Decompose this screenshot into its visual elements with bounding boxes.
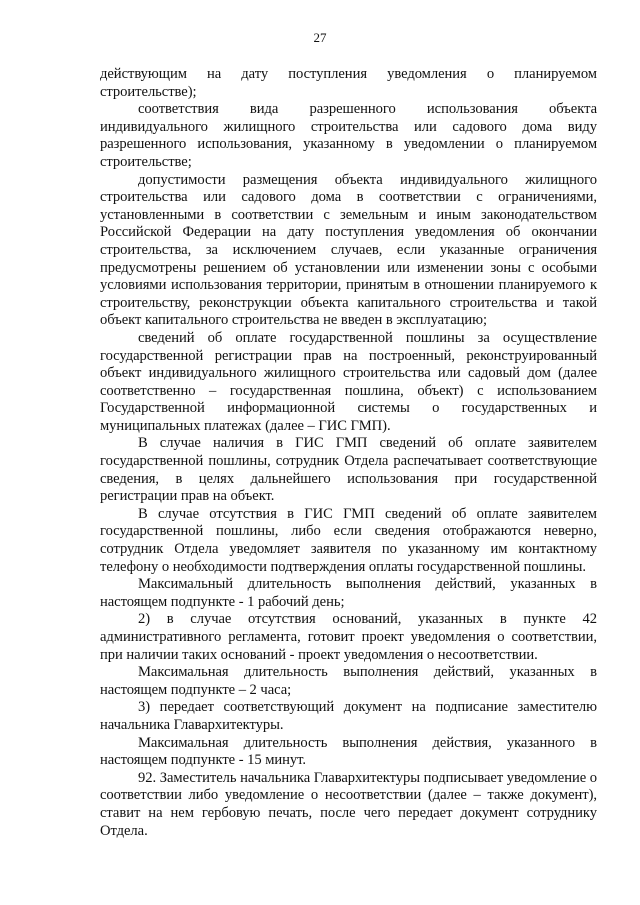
page-number: 27	[313, 30, 327, 45]
paragraph-fee-present: В случае наличия в ГИС ГМП сведений об оплате заявителем государственной пошлины, сотрудник Отдела распечатывает соответствующие сведения, в целях дальнейшего использования при государственной регистрации прав на объект.	[100, 435, 597, 505]
paragraph-state-fee-info: сведений об оплате государственной пошлины за осуществление государственной регистрации прав на построенный, реконструированный объект индивидуального жилищного строительства или садовый дом (далее соответственно – государственная пошлина, объект) с использованием Государственной информационной системы о государственных и муниципальных платежах (далее – ГИС ГМП).	[100, 329, 597, 434]
paragraph-item-92: 92. Заместитель начальника Главархитектуры подписывает уведомление о соответствии либо уведомление о несоответствии (далее – также документ), ставит на нем гербовую печать, после чего передает документ сотруднику Отдела.	[100, 769, 597, 839]
paragraph-placement-admissibility: допустимости размещения объекта индивидуального жилищного строительства или садового дома в соответствии с ограничениями, установленными в соответствии с земельным и иным законодательством Российской Федерации на дату поступления уведомления об окончании строительства, за исключением случаев, если указанные ограничения предусмотрены решением об установлении или изменении зоны с особыми условиями использования территории, принятым в отношении планируемого к строительству, реконструкции объекта капитального строительства и такой объект капитального строительства не введен в эксплуатацию;	[100, 171, 597, 329]
paragraph-item-2: 2) в случае отсутствия оснований, указанных в пункте 42 административного регламента, готовит проект уведомления о соответствии, при наличии таких оснований - проект уведомления о несоответствии.	[100, 611, 597, 663]
paragraph-item-3: 3) передает соответствующий документ на подписание заместителю начальника Главархитектуры.	[100, 699, 597, 733]
document-body	[100, 66, 597, 840]
paragraph-duration-15-minutes: Максимальная длительность выполнения действия, указанного в настоящем подпункте - 15 минут.	[100, 734, 597, 769]
paragraph-fee-absent: В случае отсутствия в ГИС ГМП сведений об оплате заявителем государственной пошлины, либо если сведения отображаются неверно, сотрудник Отдела уведомляет заявителя по указанному им контактному телефону о необходимости подтверждения оплаты государственной пошлины.	[100, 505, 597, 575]
paragraph-duration-2-hours: Максимальная длительность выполнения действий, указанных в настоящем подпункте – 2 часа;	[100, 664, 597, 698]
paragraph-zoning-compliance: соответствия вида разрешенного использования объекта индивидуального жилищного строительства или садового дома виду разрешенного использования, указанному в уведомлении о планируемом строительстве;	[100, 101, 597, 170]
paragraph-continuation: действующим на дату поступления уведомления о планируемом строительстве);	[100, 66, 597, 100]
paragraph-duration-1-day: Максимальный длительность выполнения действий, указанных в настоящем подпункте - 1 рабочий день;	[100, 576, 597, 610]
